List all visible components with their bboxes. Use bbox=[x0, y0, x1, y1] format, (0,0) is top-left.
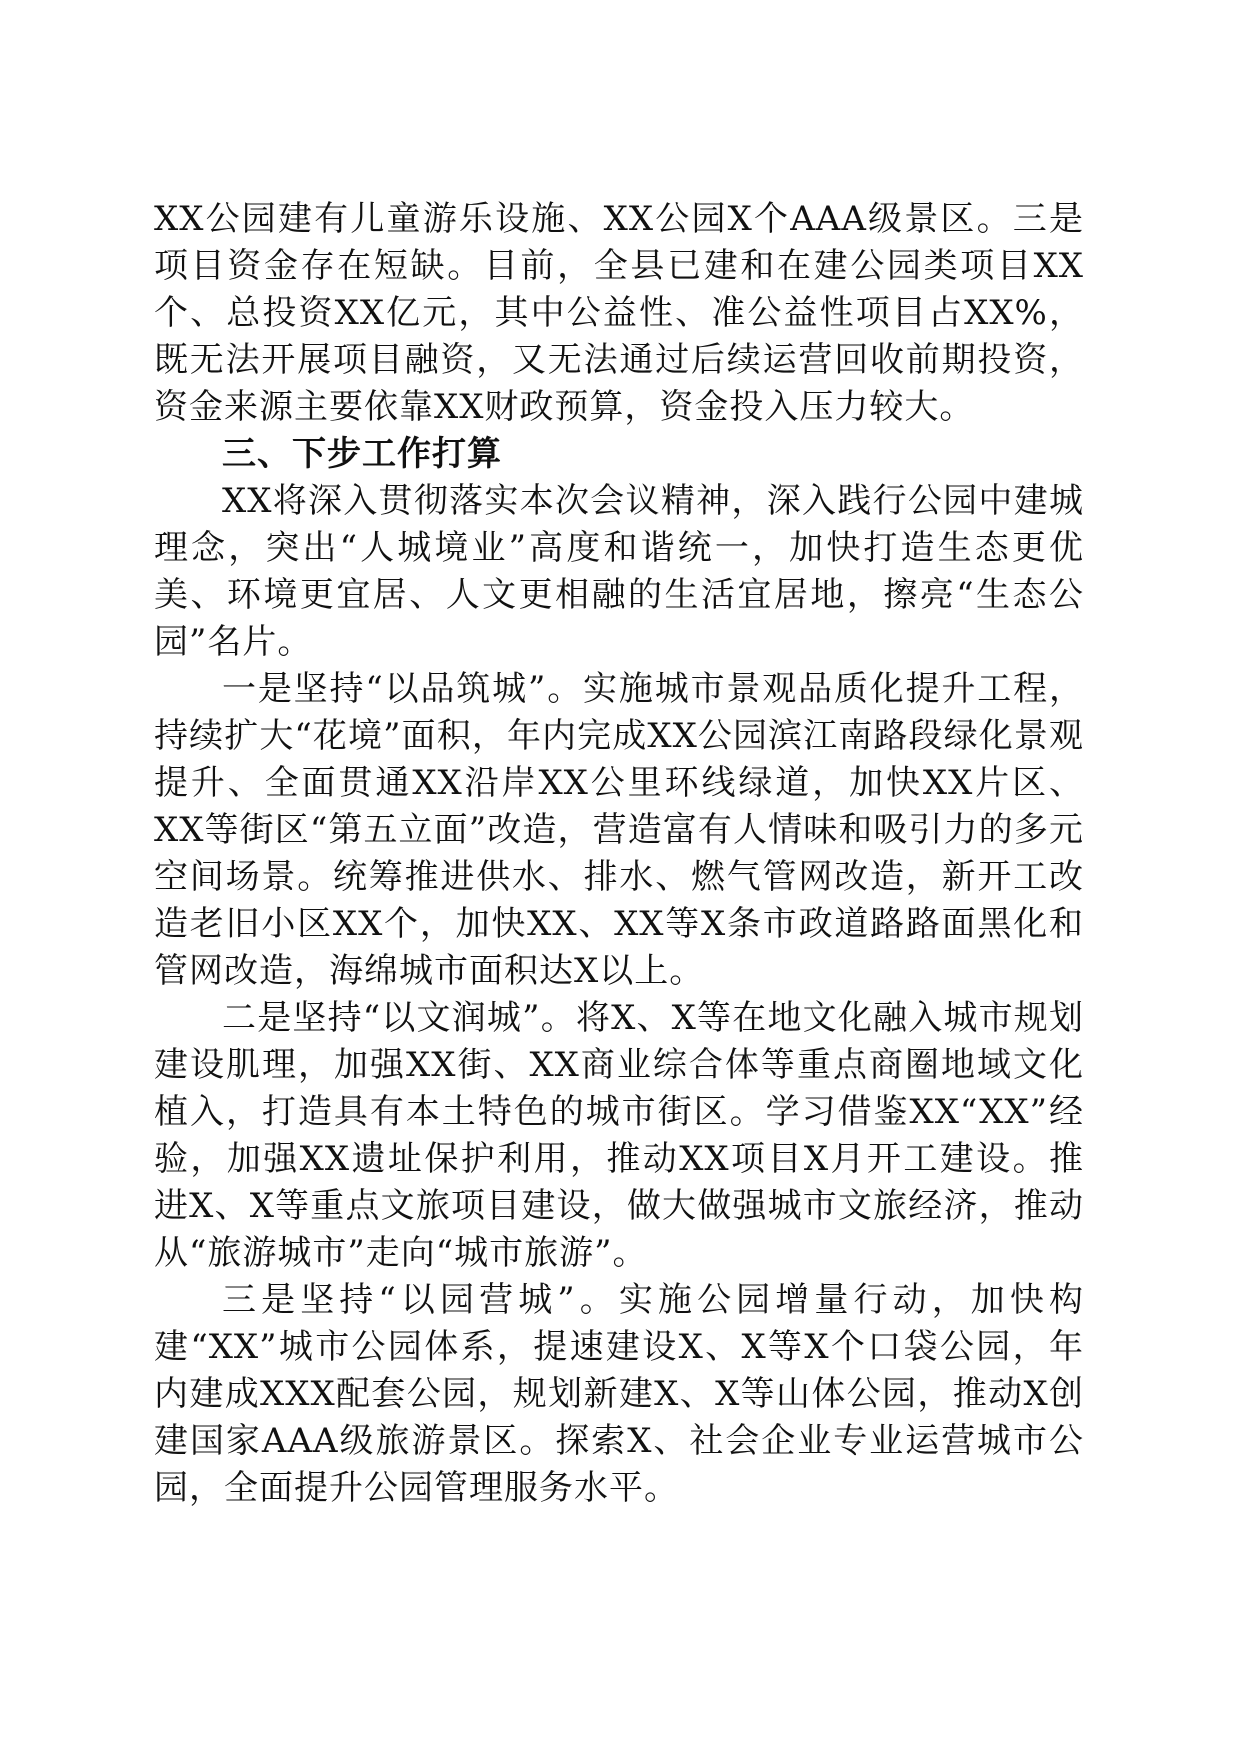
body-paragraph-item-3: 三是坚持“以园营城”。实施公园增量行动，加快构建“XX”城市公园体系，提速建设X、X等X个口袋公园，年内建成XXX配套公园，规划新建X、X等山体公园，推动X创建国家AAA级旅游景区。探索X、社会企业专业运营城市公园，全面提升公园管理服务水平。 bbox=[154, 1280, 1084, 1508]
body-paragraph-continued: XX公园建有儿童游乐设施、XX公园X个AAA级景区。三是项目资金存在短缺。目前，全县已建和在建公园类项目XX个、总投资XX亿元，其中公益性、准公益性项目占XX%，既无法开展项目融资，又无法通过后续运营回收前期投资，资金来源主要依靠XX财政预算，资金投入压力较大。 bbox=[154, 199, 1084, 427]
body-paragraph-item-2: 二是坚持“以文润城”。将X、X等在地文化融入城市规划建设肌理，加强XX街、XX商业综合体等重点商圈地域文化植入，打造具有本土特色的城市街区。学习借鉴XX“XX”经验，加强XX遗址保护利用，推动XX项目X月开工建设。推进X、X等重点文旅项目建设，做大做强城市文旅经济，推动从“旅游城市”走向“城市旅游”。 bbox=[154, 998, 1084, 1273]
body-paragraph-intro: XX将深入贯彻落实本次会议精神，深入践行公园中建城理念，突出“人城境业”高度和谐统一，加快打造生态更优美、环境更宜居、人文更相融的生活宜居地，擦亮“生态公园”名片。 bbox=[154, 481, 1084, 662]
body-paragraph-item-1: 一是坚持“以品筑城”。实施城市景观品质化提升工程，持续扩大“花境”面积，年内完成XX公园滨江南路段绿化景观提升、全面贯通XX沿岸XX公里环线绿道，加快XX片区、XX等街区“第五立面”改造，营造富有人情味和吸引力的多元空间场景。统筹推进供水、排水、燃气管网改造，新开工改造老旧小区XX个，加快XX、XX等X条市政道路路面黑化和管网改造，海绵城市面积达X以上。 bbox=[154, 669, 1084, 991]
section-heading: 三、下步工作打算 bbox=[222, 434, 502, 474]
document-page bbox=[154, 196, 1084, 1512]
